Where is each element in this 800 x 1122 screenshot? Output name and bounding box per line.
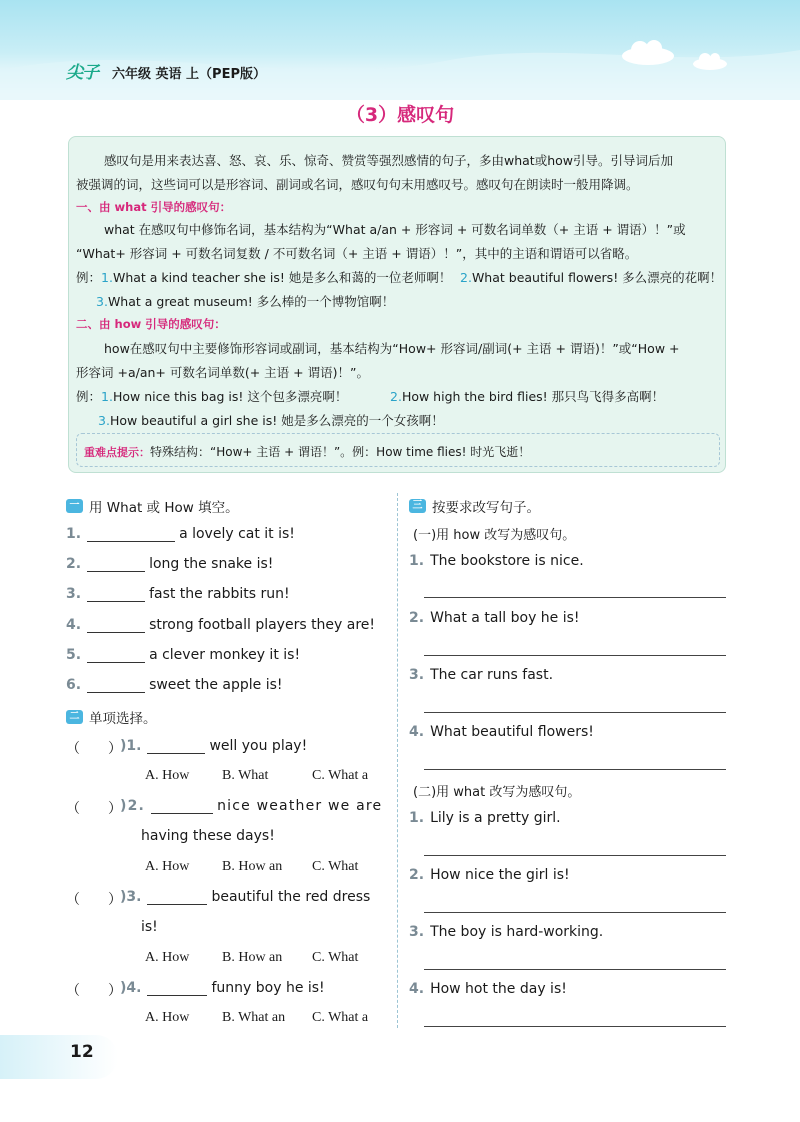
- question-number: 6.: [66, 677, 82, 693]
- option-c[interactable]: C. What: [312, 859, 359, 874]
- question-number: 1.: [66, 526, 82, 542]
- answer-line[interactable]: [424, 655, 726, 656]
- question-number: 3.: [66, 586, 82, 602]
- cloud-icon: [618, 38, 678, 68]
- choice-question: [120, 798, 382, 814]
- rewrite-question: [409, 610, 580, 626]
- answer-blank: [147, 889, 207, 905]
- question-number: 1.: [409, 553, 425, 569]
- part2-badge: 二: [66, 710, 83, 724]
- option-a[interactable]: A. How: [145, 1010, 190, 1025]
- answer-blank[interactable]: [87, 586, 145, 602]
- answer-blank: [147, 980, 207, 996]
- question-text-continued: having these days!: [141, 828, 275, 844]
- example-row-5: [390, 387, 664, 405]
- answer-blank[interactable]: [87, 647, 145, 663]
- example-row-6: [98, 411, 444, 429]
- rewrite-question: [409, 867, 570, 883]
- question-number: 2.: [66, 556, 82, 572]
- example-sentence: What a great museum! 多么棒的一个博物馆啊！: [107, 294, 395, 309]
- tip-label: 重难点提示：: [84, 446, 150, 459]
- example-row-3: [96, 292, 394, 310]
- page-number: 12: [70, 1042, 94, 1062]
- what-structure-line-1: what 在感叹句中修饰名词，基本结构为“What a/an + 形容词 + 可数名词单数（+ 主语 + 谓语）！”或: [104, 222, 686, 237]
- question-text: fast the rabbits run!: [149, 586, 290, 602]
- example-row-4: [76, 387, 347, 405]
- example-number: 3.: [96, 294, 108, 309]
- answer-blank[interactable]: [87, 617, 145, 633]
- answer-parentheses[interactable]: （ ）: [66, 892, 122, 908]
- example-number: 3.: [98, 413, 110, 428]
- option-a[interactable]: A. How: [145, 768, 190, 783]
- example-sentence: What beautiful flowers! 多么漂亮的花啊！: [471, 270, 723, 285]
- page-number-tab: [0, 1035, 118, 1079]
- part1-title: 用 What 或 How 填空。: [89, 500, 239, 516]
- question-number: )4.: [120, 980, 142, 996]
- question-text: strong football players they are!: [149, 617, 376, 633]
- option-a[interactable]: A. How: [145, 950, 190, 965]
- question-number: )1.: [120, 738, 142, 754]
- answer-line[interactable]: [424, 1026, 726, 1027]
- answer-blank: [147, 738, 205, 754]
- answer-blank[interactable]: [87, 556, 145, 572]
- rewrite-question: [409, 553, 584, 569]
- option-b[interactable]: B. How an: [222, 950, 283, 965]
- example-number: 1.: [101, 389, 113, 404]
- part1-heading: [66, 496, 239, 516]
- answer-line[interactable]: [424, 769, 726, 770]
- fill-question: [66, 586, 290, 602]
- grammar-heading-what: 一、由 what 引导的感叹句：: [76, 200, 232, 214]
- question-text: long the snake is!: [149, 556, 274, 572]
- question-number: 4.: [409, 724, 425, 740]
- answer-line[interactable]: [424, 912, 726, 913]
- fill-question: [66, 647, 300, 663]
- question-text: The car runs fast.: [430, 667, 554, 683]
- book-title: 六年级 英语 上（PEP版）: [112, 67, 266, 82]
- choice-question: [120, 738, 307, 754]
- question-number: 2.: [409, 610, 425, 626]
- example-sentence: What a kind teacher she is! 她是多么和蔼的一位老师啊！: [112, 270, 452, 285]
- option-a[interactable]: A. How: [145, 859, 190, 874]
- part3-badge: 三: [409, 499, 426, 513]
- tip-line: [84, 443, 530, 460]
- option-c[interactable]: C. What a: [312, 768, 369, 783]
- example-row-2: [460, 268, 722, 286]
- answer-parentheses[interactable]: （ ）: [66, 983, 122, 999]
- question-text: The boy is hard-working.: [430, 924, 604, 940]
- answer-line[interactable]: [424, 597, 726, 598]
- how-structure-line-1: how在感叹句中主要修饰形容词或副词，基本结构为“How+ 形容词/副词(+ 主语 + 谓语)！”或“How +: [104, 341, 680, 356]
- question-text: The bookstore is nice.: [430, 553, 584, 569]
- answer-blank[interactable]: [87, 526, 175, 542]
- grammar-intro-line-1: 感叹句是用来表达喜、怒、哀、乐、惊奇、赞赏等强烈感情的句子，多由what或how引导。引导词后加: [104, 153, 674, 168]
- fill-question: [66, 556, 273, 572]
- tip-text: 特殊结构：“How+ 主语 + 谓语！”。例：How time flies! 时光飞逝！: [150, 445, 531, 459]
- grammar-heading-how: 二、由 how 引导的感叹句：: [76, 317, 226, 331]
- rewrite-question: [409, 724, 594, 740]
- grammar-intro-line-2: 被强调的词，这些词可以是形容词、副词或名词，感叹句句末用感叹号。感叹句在朗读时一般用降调。: [76, 177, 639, 192]
- rewrite-question: [409, 667, 553, 683]
- choice-question: [120, 980, 325, 996]
- option-b[interactable]: B. What an: [222, 1010, 286, 1025]
- part3-title: 按要求改写句子。: [432, 500, 540, 516]
- question-text: How nice the girl is!: [430, 867, 570, 883]
- example-row-1: [76, 268, 451, 286]
- section-title: （3）感叹句: [345, 104, 455, 126]
- part2-title: 单项选择。: [89, 711, 157, 727]
- part2-heading: [66, 707, 157, 727]
- how-structure-line-2: 形容词 +a/an+ 可数名词单数(+ 主语 + 谓语)！”。: [76, 365, 369, 380]
- question-number: 2.: [409, 867, 425, 883]
- rewrite-question: [409, 981, 567, 997]
- fill-question: [66, 677, 283, 693]
- part3-subheading-how: (一)用 how 改写为感叹句。: [413, 528, 576, 543]
- answer-parentheses[interactable]: （ ）: [66, 801, 122, 817]
- question-text: nice weather we are: [217, 798, 383, 814]
- rewrite-question: [409, 810, 561, 826]
- answer-line[interactable]: [424, 712, 726, 713]
- question-number: )2.: [120, 798, 146, 814]
- part1-badge: 一: [66, 499, 83, 513]
- question-text: funny boy he is!: [211, 980, 325, 996]
- question-number: )3.: [120, 889, 142, 905]
- option-b[interactable]: B. What: [222, 768, 269, 783]
- question-number: 4.: [66, 617, 82, 633]
- question-text: beautiful the red dress: [211, 889, 371, 905]
- example-sentence: How beautiful a girl she is! 她是多么漂亮的一个女孩啊！: [109, 413, 444, 428]
- example-label: 例：: [76, 389, 102, 404]
- cloud-icon: [690, 50, 730, 72]
- answer-line[interactable]: [424, 969, 726, 970]
- part3-heading: [409, 496, 540, 516]
- question-text: How hot the day is!: [430, 981, 567, 997]
- example-number: 2.: [460, 270, 472, 285]
- question-number: 5.: [66, 647, 82, 663]
- question-number: 4.: [409, 981, 425, 997]
- logo: 尖子: [66, 63, 98, 83]
- answer-blank: [151, 798, 213, 814]
- question-text: What a tall boy he is!: [430, 610, 580, 626]
- option-b[interactable]: B. How an: [222, 859, 283, 874]
- answer-line[interactable]: [424, 855, 726, 856]
- question-text: well you play!: [209, 738, 308, 754]
- answer-blank[interactable]: [87, 677, 145, 693]
- question-number: 3.: [409, 924, 425, 940]
- option-c[interactable]: C. What a: [312, 1010, 369, 1025]
- fill-question: [66, 617, 375, 633]
- question-text-continued: is!: [141, 919, 158, 935]
- rewrite-question: [409, 924, 603, 940]
- choice-question: [120, 889, 370, 905]
- question-text: sweet the apple is!: [149, 677, 283, 693]
- example-label: 例：: [76, 270, 102, 285]
- question-text: Lily is a pretty girl.: [430, 810, 561, 826]
- answer-parentheses[interactable]: （ ）: [66, 741, 122, 757]
- part3-subheading-what: (二)用 what 改写为感叹句。: [413, 785, 581, 800]
- example-sentence: How high the bird flies! 那只鸟飞得多高啊！: [401, 389, 665, 404]
- question-text: What beautiful flowers!: [430, 724, 594, 740]
- option-c[interactable]: C. What: [312, 950, 359, 965]
- example-number: 1.: [101, 270, 113, 285]
- question-text: a clever monkey it is!: [149, 647, 301, 663]
- question-text: a lovely cat it is!: [179, 526, 295, 542]
- what-structure-line-2: “What+ 形容词 + 可数名词复数 / 不可数名词（+ 主语 + 谓语）！”，其中的主语和谓语可以省略。: [76, 246, 638, 261]
- fill-question: [66, 526, 295, 542]
- example-number: 2.: [390, 389, 402, 404]
- question-number: 1.: [409, 810, 425, 826]
- example-sentence: How nice this bag is! 这个包多漂亮啊！: [112, 389, 348, 404]
- question-number: 3.: [409, 667, 425, 683]
- column-divider: [397, 493, 398, 1028]
